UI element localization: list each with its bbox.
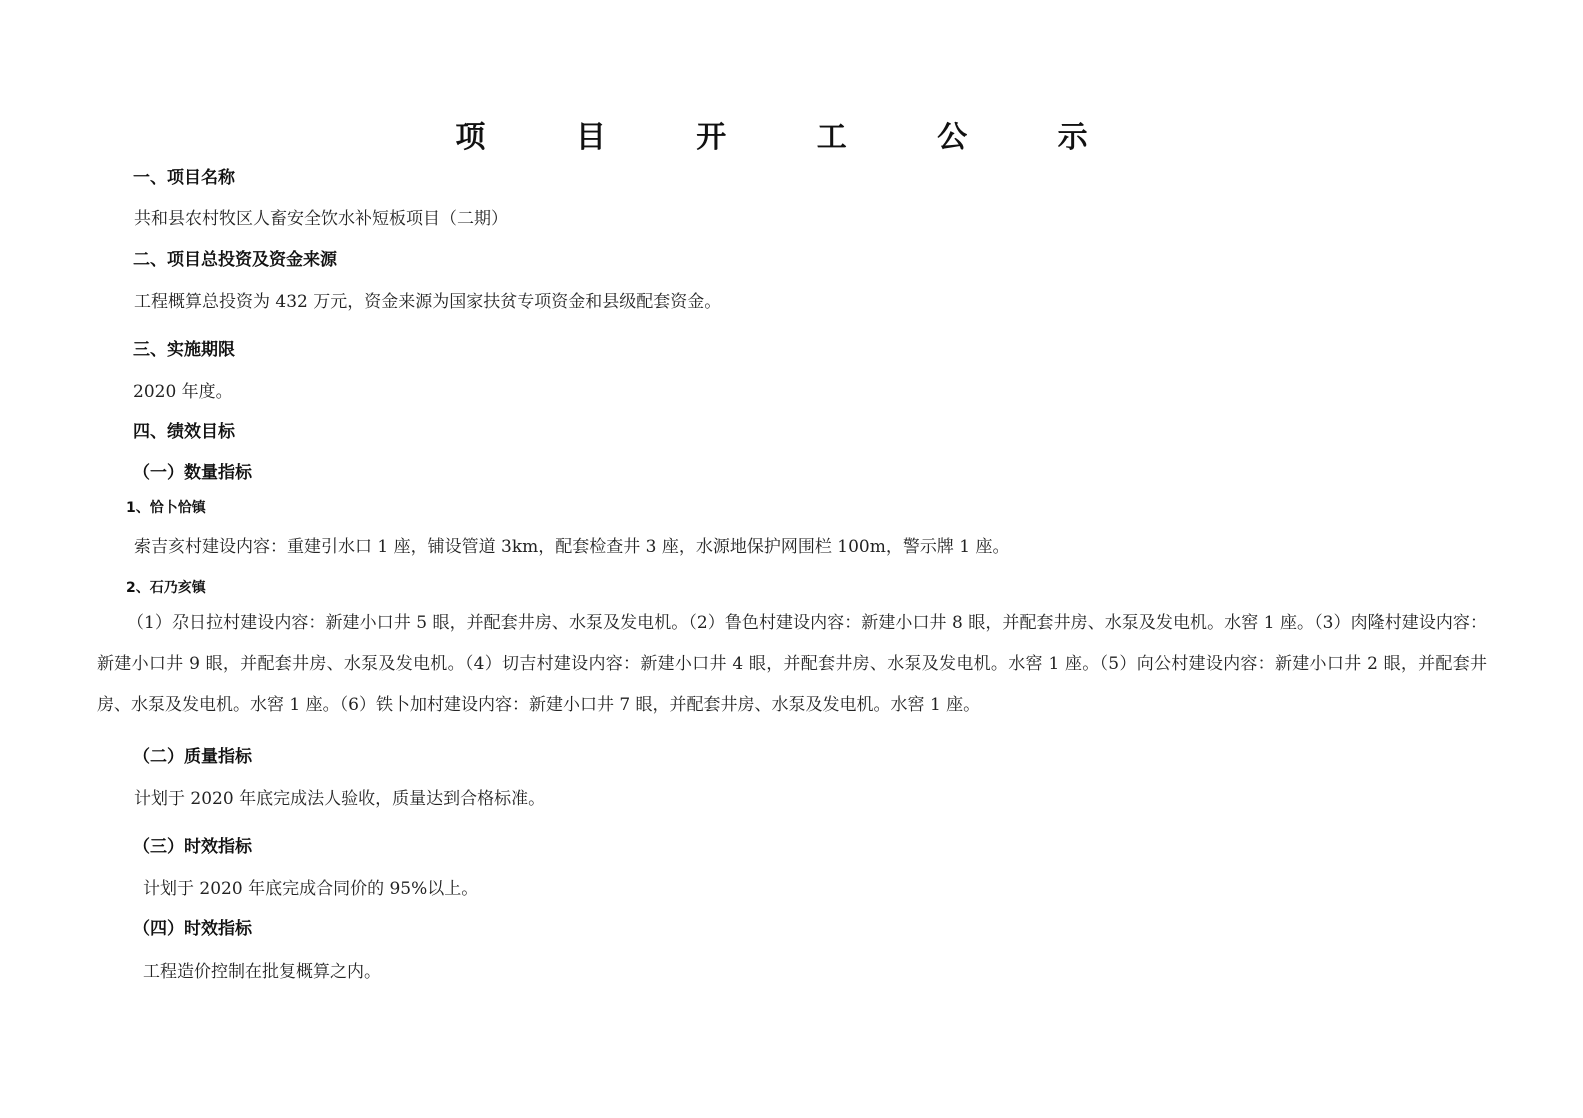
section-heading-goals: 四、绩效目标 xyxy=(133,422,235,442)
period-text: 2020 年度。 xyxy=(133,382,233,402)
subheading-quantity: （一）数量指标 xyxy=(133,463,252,483)
town-content-qiabuqia: 索吉亥村建设内容：重建引水口 1 座，铺设管道 3km，配套检查井 3 座，水源地保护网围栏 100m，警示牌 1 座。 xyxy=(134,537,1010,557)
town-content-shinaihai: （1）尕日拉村建设内容：新建小口井 5 眼，并配套井房、水泵及发电机。（2）鲁色村建设内容：新建小口井 8 眼，并配套井房、水泵及发电机。水窖 1 座。（3）肉隆村建设内容：新建小口井 9 眼，并配套井房、水泵及发电机。（4）切吉村建设内容：新建小口井 4 眼，并配套井房、水泵及发电机。水窖 1 座。（5）向公村建设内容：新建小口井 2 眼，并配套井房、水泵及发电机。水窖 1 座。（6）铁卜加村建设内容：新建小口井 7 眼，并配套井房、水泵及发电机。水窖 1 座。 xyxy=(97,613,1487,715)
subheading-quality: （二）质量指标 xyxy=(133,747,252,767)
cost-text: 工程造价控制在批复概算之内。 xyxy=(143,962,381,982)
section-heading-project-name: 一、项目名称 xyxy=(133,168,235,188)
town-heading-shinaihai: 2、石乃亥镇 xyxy=(126,580,206,596)
town-heading-qiabuqia: 1、恰卜恰镇 xyxy=(126,500,206,516)
subheading-cost: （四）时效指标 xyxy=(133,919,252,939)
section-heading-period: 三、实施期限 xyxy=(133,340,235,360)
investment-text: 工程概算总投资为 432 万元，资金来源为国家扶贫专项资金和县级配套资金。 xyxy=(134,292,722,312)
subheading-timeliness: （三）时效指标 xyxy=(133,837,252,857)
quality-text: 计划于 2020 年底完成法人验收，质量达到合格标准。 xyxy=(134,789,546,809)
section-heading-investment: 二、项目总投资及资金来源 xyxy=(133,250,337,270)
project-name-text: 共和县农村牧区人畜安全饮水补短板项目（二期） xyxy=(134,209,508,229)
timeliness-text: 计划于 2020 年底完成合同价的 95%以上。 xyxy=(143,879,479,899)
page-title: 项 目 开 工 公 示 xyxy=(455,120,1128,155)
